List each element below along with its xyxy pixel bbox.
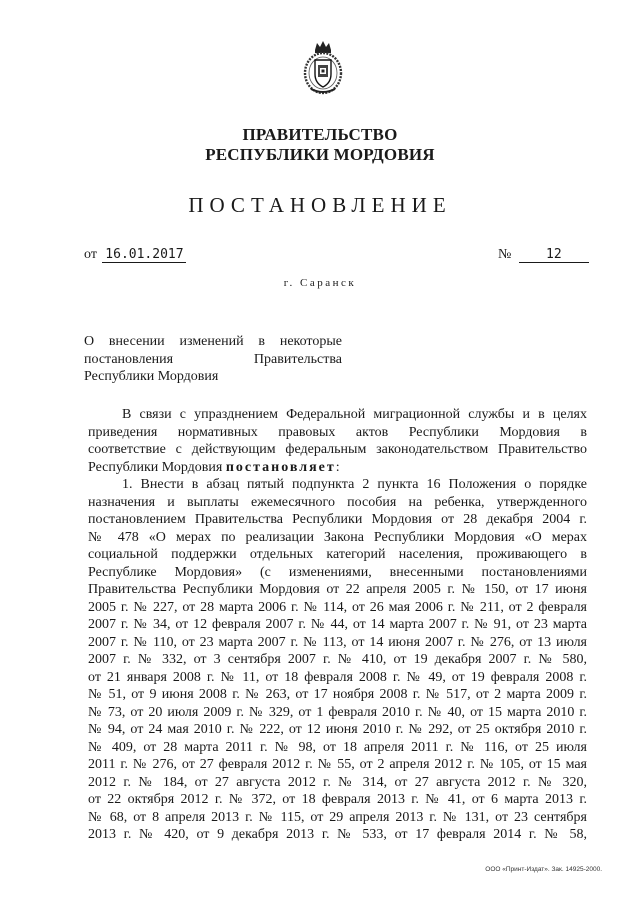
subject-line: О внесении изменений в некоторые (84, 334, 342, 349)
item1-line: 2007 г. № 34, от 12 февраля 2007 г. № 44, от 14 марта 2007 г. № 91, от 23 марта (88, 617, 587, 632)
org-name-line2: РЕСПУБЛИКИ МОРДОВИЯ (205, 145, 435, 164)
number-line (498, 247, 589, 263)
number-prefix: № (498, 247, 512, 262)
coat-of-arms-icon (302, 40, 344, 96)
document-number: 12 (519, 248, 589, 263)
item1-line: 2012 г. № 184, от 27 августа 2012 г. № 314, от 27 августа 2012 г. № 320, (88, 774, 587, 790)
item1-line: социальной поддержки отдельных категорий населения, проживающего в (88, 547, 587, 562)
item1-line: № 73, от 20 июля 2009 г. № 329, от 1 февраля 2010 г. № 40, от 15 марта 2010 г. (88, 704, 587, 720)
item1-line: от 21 января 2008 г. № 11, от 18 февраля 2008 г. № 49, от 19 февраля 2008 г. (88, 669, 587, 685)
subject-line: Республики Мордовия (84, 369, 219, 384)
item1-line: от 22 октября 2012 г. № 372, от 18 февраля 2013 г. № 41, от 6 марта 2013 г. (88, 792, 587, 807)
item1-line: Правительства Республики Мордовия от 22 апреля 2005 г. № 150, от 17 июня (88, 582, 587, 597)
document-date: 16.01.2017 (102, 248, 186, 263)
item1-line: № 51, от 9 июня 2008 г. № 263, от 17 ноября 2008 г. № 517, от 2 марта 2009 г. (88, 687, 587, 702)
subject-line: постановления Правительства (84, 351, 342, 367)
subject (84, 333, 342, 386)
decree-colon: : (335, 459, 340, 475)
item1-line: Республике Мордовия» (с изменениями, внесенными постановлениями (88, 564, 587, 580)
preamble (88, 406, 587, 476)
preamble-last-text: Республики Мордовия (88, 459, 223, 475)
preamble-line: соответствие с действующим федеральным законодательством Правительство (88, 442, 587, 457)
printer-imprint: ООО «Принт-Издат». Зак. 14925-2000. (485, 866, 602, 873)
item1-line: № 409, от 28 марта 2011 г. № 98, от 18 апреля 2011 г. № 116, от 25 июля (88, 739, 587, 755)
item1-line: № 478 «О мерах по реализации Закона Республики Мордовия «О мерах (88, 529, 587, 545)
document-body (88, 406, 587, 844)
item1-line: 2005 г. № 227, от 28 марта 2006 г. № 114, от 26 мая 2006 г. № 211, от 2 февраля (88, 599, 587, 615)
city: г. Саранск (283, 277, 357, 289)
preamble-line: приведения нормативных правовых актов Республики Мордовия в (88, 424, 587, 440)
org-name-line1: ПРАВИТЕЛЬСТВО (242, 125, 398, 144)
item1-line: назначения и выплаты ежемесячного пособия на ребенка, утвержденного (88, 494, 587, 510)
item1-line: № 94, от 24 мая 2010 г. № 222, от 12 июня 2010 г. № 292, от 25 октября 2010 г. (88, 722, 587, 737)
preamble-line: В связи с упразднением Федеральной миграционной службы и в целях (122, 407, 587, 422)
preamble-line-last (88, 459, 587, 477)
item1-line: 2007 г. № 332, от 3 сентября 2007 г. № 410, от 19 декабря 2007 г. № 580, (88, 652, 587, 667)
item1-line: 2011 г. № 276, от 27 февраля 2012 г. № 55, от 2 апреля 2012 г. № 105, от 15 мая (88, 757, 587, 772)
document-type: ПОСТАНОВЛЕНИЕ (188, 193, 452, 217)
item1-line: № 68, от 8 апреля 2013 г. № 115, от 29 апреля 2013 г. № 131, от 23 сентября (88, 809, 587, 825)
item1-line: 2007 г. № 110, от 23 марта 2007 г. № 113, от 14 июня 2007 г. № 276, от 13 июля (88, 634, 587, 650)
item1-line: 1. Внести в абзац пятый подпункта 2 пункта 16 Положения о порядке (122, 477, 587, 492)
date-prefix: от (84, 247, 97, 262)
date-line (84, 247, 186, 263)
item1-line: постановлением Правительства Республики Мордовия от 28 декабря 2004 г. (88, 512, 587, 527)
item-1 (88, 476, 587, 844)
item1-line: 2013 г. № 420, от 9 декабря 2013 г. № 533, от 17 февраля 2014 г. № 58, (88, 827, 587, 842)
decree-word: постановляет (225, 459, 336, 475)
